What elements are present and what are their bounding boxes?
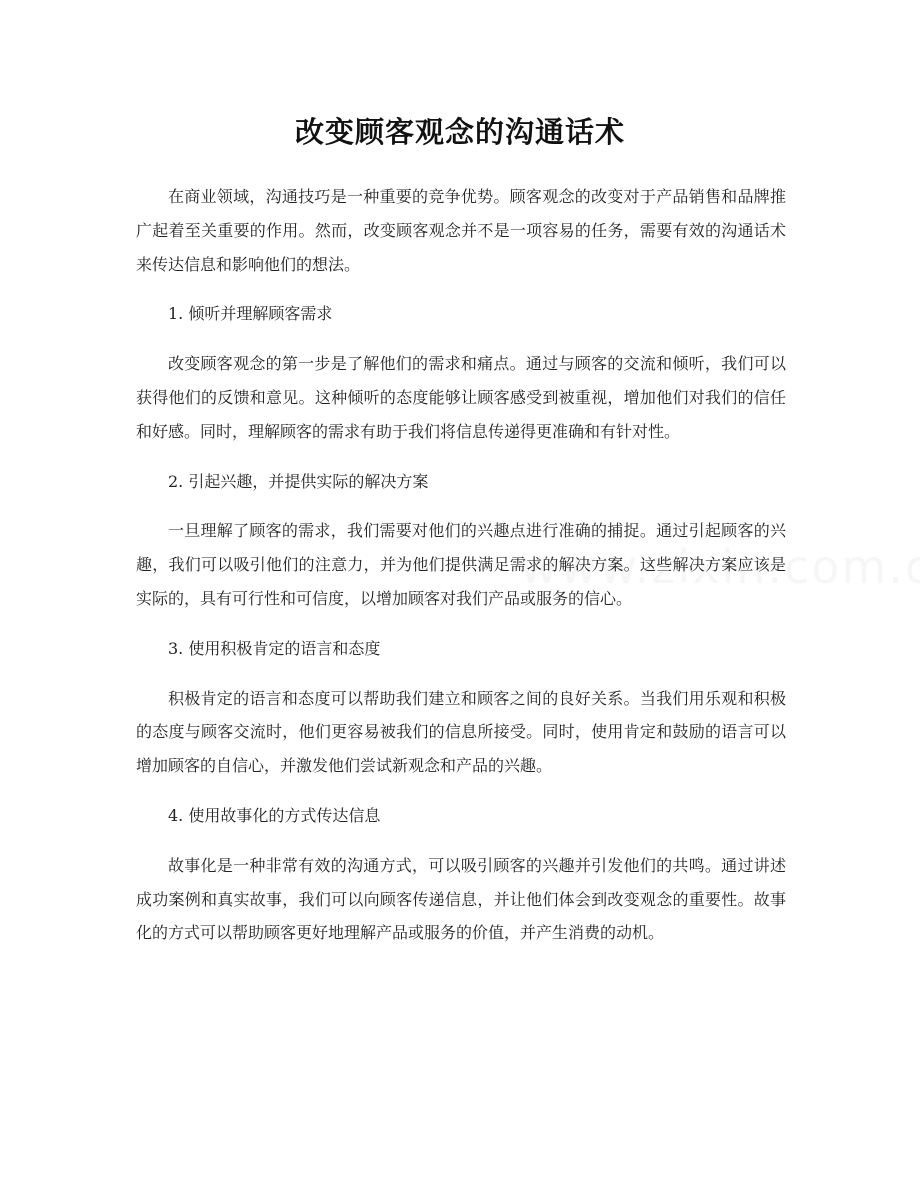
section-heading-4: 4. 使用故事化的方式传达信息 [168, 805, 381, 825]
document-body [136, 180, 786, 950]
section-body-1: 改变顾客观念的第一步是了解他们的需求和痛点。通过与顾客的交流和倾听，我们可以获得他们的反馈和意见。这种倾听的态度能够让顾客感受到被重视，增加他们对我们的信任和好感。同时，理解顾客的需求有助于我们将信息传递得更准确和有针对性。 [136, 354, 786, 441]
section-body-3: 积极肯定的语言和态度可以帮助我们建立和顾客之间的良好关系。当我们用乐观和积极的态度与顾客交流时，他们更容易被我们的信息所接受。同时，使用肯定和鼓励的语言可以增加顾客的自信心，并激发他们尝试新观念和产品的兴趣。 [136, 688, 786, 776]
section-body-4: 故事化是一种非常有效的沟通方式，可以吸引顾客的兴趣并引发他们的共鸣。通过讲述成功案例和真实故事，我们可以向顾客传递信息，并让他们体会到改变观念的重要性。故事化的方式可以帮助顾客更好地理解产品或服务的价值，并产生消费的动机。 [136, 855, 786, 943]
section-heading-3: 3. 使用积极肯定的语言和态度 [168, 638, 381, 658]
section-heading-1: 1. 倾听并理解顾客需求 [168, 304, 333, 324]
page-title: 改变顾客观念的沟通话术 [294, 115, 625, 149]
section-heading-2: 2. 引起兴趣，并提供实际的解决方案 [168, 471, 429, 491]
section-body-2: 一旦理解了顾客的需求，我们需要对他们的兴趣点进行准确的捕捉。通过引起顾客的兴趣，我们可以吸引他们的注意力，并为他们提供满足需求的解决方案。这些解决方案应该是实际的，具有可行性和可信度，以增加顾客对我们产品或服务的信心。 [136, 521, 786, 608]
intro-paragraph: 在商业领域，沟通技巧是一种重要的竞争优势。顾客观念的改变对于产品销售和品牌推广起着至关重要的作用。然而，改变顾客观念并不是一项容易的任务，需要有效的沟通话术来传达信息和影响他们的想法。 [136, 187, 786, 274]
